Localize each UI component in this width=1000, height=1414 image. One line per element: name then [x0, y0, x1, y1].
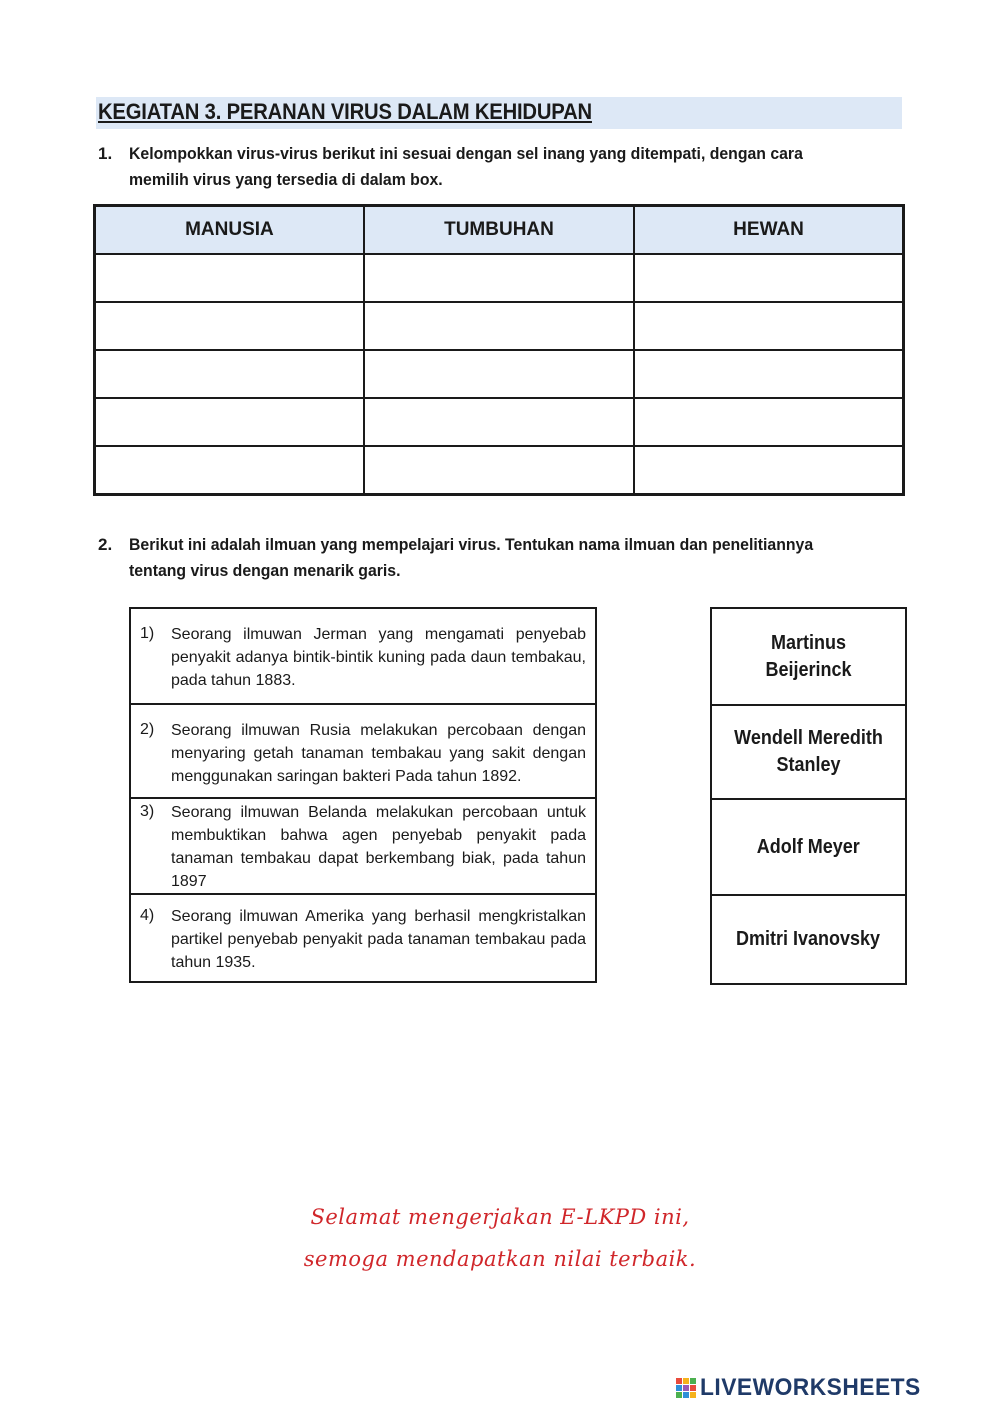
header-hewan: HEWAN [634, 206, 903, 255]
question-2-number: 2. [98, 535, 113, 554]
closing-line-2: semoga mendapatkan nilai terbaik. [303, 1247, 697, 1271]
scientist-name: Dmitri Ivanovsky [736, 928, 881, 950]
question-2-text [129, 532, 813, 584]
liveworksheets-logo[interactable] [676, 1376, 932, 1400]
logo-square-1 [676, 1378, 682, 1384]
logo-square-3 [690, 1378, 696, 1384]
answer-cell-manusia-4[interactable] [95, 398, 364, 446]
question-1 [98, 141, 858, 195]
answer-cell-tumbuhan-1[interactable] [364, 254, 634, 302]
scientist-name: Adolf Meyer [756, 835, 861, 858]
logo-square-8 [683, 1392, 689, 1398]
answer-cell-hewan-4[interactable] [634, 398, 903, 446]
logo-square-9 [690, 1392, 696, 1398]
answer-cell-hewan-1[interactable] [634, 254, 903, 302]
table-row [95, 350, 904, 398]
scientist-item-2[interactable] [712, 704, 905, 798]
statement-text: Seorang ilmuwan Amerika yang berhasil mengkristalkan partikel penyebab penyakit pada tanaman tembakau pada tahun 1935. [171, 908, 586, 971]
statement-item-2[interactable] [131, 703, 595, 797]
answer-cell-manusia-3[interactable] [95, 350, 364, 398]
question-1-line-2: memilih virus yang tersedia di dalam box. [129, 170, 443, 189]
statement-text: Seorang ilmuwan Jerman yang mengamati penyebab penyakit adanya bintik-bintik kuning pada daun tembakau, pada tahun 1883. [171, 626, 586, 689]
question-1-text [129, 141, 803, 193]
answer-cell-tumbuhan-4[interactable] [364, 398, 634, 446]
answer-cell-manusia-1[interactable] [95, 254, 364, 302]
answer-cell-manusia-2[interactable] [95, 302, 364, 350]
statement-number: 2) [140, 721, 155, 738]
logo-square-4 [676, 1385, 682, 1391]
question-2 [98, 532, 858, 586]
answer-cell-tumbuhan-3[interactable] [364, 350, 634, 398]
scientist-name: Wendell Meredith Stanley [734, 727, 883, 776]
statement-item-4[interactable] [131, 893, 595, 981]
logo-square-2 [683, 1378, 689, 1384]
answer-cell-tumbuhan-2[interactable] [364, 302, 634, 350]
statement-item-3[interactable] [131, 797, 595, 893]
statement-list [129, 607, 597, 983]
table-row [95, 302, 904, 350]
header-manusia: MANUSIA [95, 206, 364, 255]
host-cell-table [93, 204, 905, 496]
logo-square-6 [690, 1385, 696, 1391]
answer-cell-hewan-2[interactable] [634, 302, 903, 350]
statement-number: 3) [140, 803, 155, 820]
scientist-name: Martinus Beijerinck [765, 631, 852, 681]
closing-line-1: Selamat mengerjakan E-LKPD ini, [310, 1205, 690, 1229]
table-row [95, 398, 904, 446]
answer-cell-tumbuhan-5[interactable] [364, 446, 634, 495]
statement-text: Seorang ilmuwan Rusia melakukan percobaan dengan menyaring getah tanaman tembakau yang sakit dengan menggunakan saringan bakteri Pada tahun 1892. [171, 722, 586, 785]
table-row [95, 446, 904, 495]
statement-text: Seorang ilmuwan Belanda melakukan percobaan untuk membuktikan bahwa agen penyebab penyakit pada tanaman tembakau dapat berkembang biak, pada tahun 1897 [171, 804, 586, 890]
statement-number: 1) [140, 625, 155, 642]
scientist-item-3[interactable] [712, 798, 905, 894]
answer-cell-manusia-5[interactable] [95, 446, 364, 495]
table-row [95, 254, 904, 302]
statement-item-1[interactable] [131, 609, 595, 703]
logo-square-7 [676, 1392, 682, 1398]
answer-cell-hewan-5[interactable] [634, 446, 903, 495]
logo-square-5 [683, 1385, 689, 1391]
question-1-line-1: Kelompokkan virus-virus berikut ini sesuai dengan sel inang yang ditempati, dengan cara [129, 144, 803, 163]
logo-text: LIVEWORKSHEETS [700, 1374, 921, 1401]
question-2-line-1: Berikut ini adalah ilmuan yang mempelajari virus. Tentukan nama ilmuan dan penelitiannya [129, 535, 814, 554]
question-2-line-2: tentang virus dengan menarik garis. [129, 561, 401, 580]
scientist-item-1[interactable] [712, 609, 905, 704]
scientist-list [710, 607, 907, 985]
statement-number: 4) [140, 907, 155, 924]
page-title: KEGIATAN 3. PERANAN VIRUS DALAM KEHIDUPAN [98, 99, 592, 124]
scientist-item-4[interactable] [712, 894, 905, 983]
logo-grid-icon [676, 1378, 696, 1398]
header-tumbuhan: TUMBUHAN [364, 206, 634, 255]
question-1-number: 1. [98, 144, 113, 163]
answer-cell-hewan-3[interactable] [634, 350, 903, 398]
